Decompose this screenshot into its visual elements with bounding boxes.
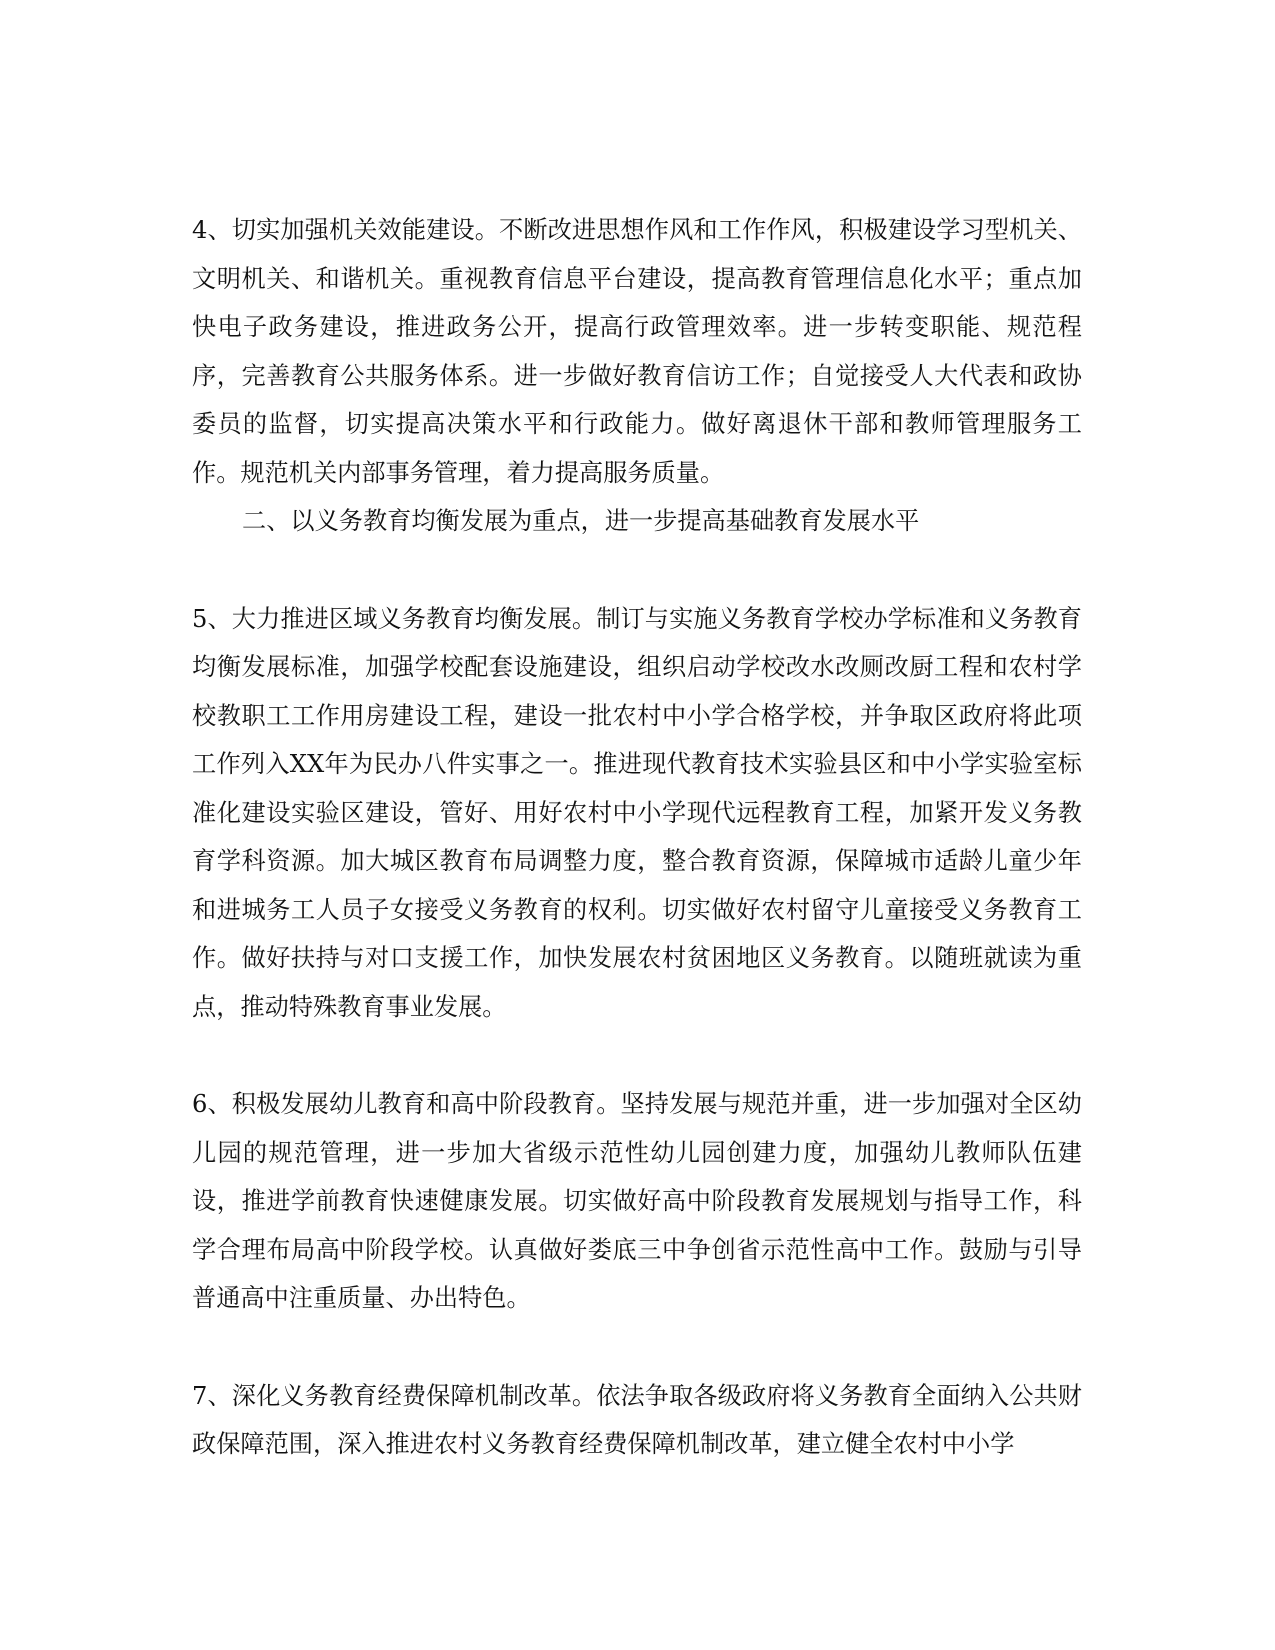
paragraph-5: 5、大力推进区域义务教育均衡发展。制订与实施义务教育学校办学标准和义务教育均衡发展标准，加强学校配套设施建设，组织启动学校改水改厕改厨工程和农村学校教职工工作用房建设工程，建设一批农村中小学合格学校，并争取区政府将此项工作列入XX年为民办八件实事之一。推进现代教育技术实验县区和中小学实验室标准化建设实验区建设，管好、用好农村中小学现代远程教育工程，加紧开发义务教育学科资源。加大城区教育布局调整力度，整合教育资源，保障城市适龄儿童少年和进城务工人员子女接受义务教育的权利。切实做好农村留守儿童接受义务教育工作。做好扶持与对口支援工作，加快发展农村贫困地区义务教育。以随班就读为重点，推动特殊教育事业发展。 xyxy=(192,604,1082,1021)
spacer xyxy=(192,546,1082,595)
document-body xyxy=(192,206,1082,1469)
spacer xyxy=(192,1323,1082,1372)
paragraph-4: 4、切实加强机关效能建设。不断改进思想作风和工作作风，积极建设学习型机关、文明机关、和谐机关。重视教育信息平台建设，提高教育管理信息化水平；重点加快电子政务建设，推进政务公开，提高行政管理效率。进一步转变职能、规范程序，完善教育公共服务体系。进一步做好教育信访工作；自觉接受人大代表和政协委员的监督，切实提高决策水平和行政能力。做好离退休干部和教师管理服务工作。规范机关内部事务管理，着力提高服务质量。 xyxy=(192,216,1082,487)
paragraph-7: 7、深化义务教育经费保障机制改革。依法争取各级政府将义务教育全面纳入公共财政保障范围，深入推进农村义务教育经费保障机制改革，建立健全农村中小学 xyxy=(192,1381,1082,1458)
section-heading-2: 二、以义务教育均衡发展为重点，进一步提高基础教育发展水平 xyxy=(242,507,920,535)
paragraph-6: 6、积极发展幼儿教育和高中阶段教育。坚持发展与规范并重，进一步加强对全区幼儿园的规范管理，进一步加大省级示范性幼儿园创建力度，加强幼儿教师队伍建设，推进学前教育快速健康发展。切实做好高中阶段教育发展规划与指导工作，科学合理布局高中阶段学校。认真做好娄底三中争创省示范性高中工作。鼓励与引导普通高中注重质量、办出特色。 xyxy=(192,1090,1082,1312)
spacer xyxy=(192,1031,1082,1080)
